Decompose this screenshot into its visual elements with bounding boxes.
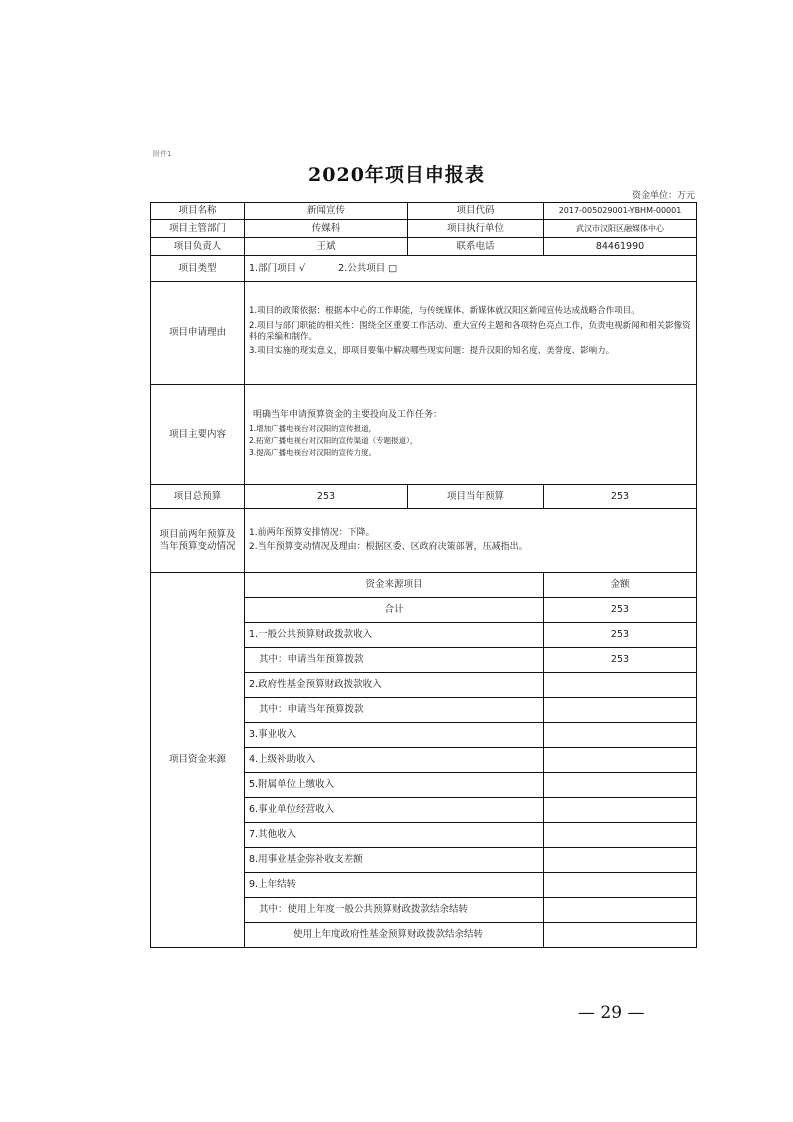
year-budget-value: 253 (544, 485, 697, 509)
funding-header-row (151, 573, 697, 598)
funding-item: 合计 (245, 598, 544, 623)
content-intro: 明确当年申请预算资金的主要投向及工作任务： (253, 409, 443, 420)
row-budget-change (151, 509, 697, 573)
total-budget-label: 项目总预算 (151, 485, 245, 509)
funding-amount: 253 (544, 648, 697, 673)
phone-label: 联系电话 (408, 238, 544, 256)
phone-value: 84461990 (544, 238, 697, 256)
funding-item: 2.政府性基金预算财政拨款收入 (245, 673, 544, 698)
funding-amount (544, 898, 697, 923)
funding-amount (544, 823, 697, 848)
funding-item: 其中：申请当年预算拨款 (245, 698, 544, 723)
name-value: 新闻宣传 (245, 203, 408, 220)
change-text (245, 509, 697, 573)
funding-head-item: 资金来源项目 (245, 573, 544, 598)
funding-amount (544, 673, 697, 698)
category-options (245, 256, 697, 282)
content-line-3: 3.提高广播电视台对汉阳的宣传力度。 (249, 447, 377, 457)
funding-item: 其中：使用上年度一般公共预算财政拨款结余结转 (245, 898, 544, 923)
funding-item: 其中：申请当年预算拨款 (245, 648, 544, 673)
name-label: 项目名称 (151, 203, 245, 220)
row-department (151, 220, 697, 238)
funding-head-amount: 金额 (544, 573, 697, 598)
project-application-table (150, 202, 697, 948)
funding-label: 项目资金来源 (151, 573, 245, 948)
row-budget-totals (151, 485, 697, 509)
funding-amount (544, 698, 697, 723)
person-label: 项目负责人 (151, 238, 245, 256)
dept-value: 传媒科 (245, 220, 408, 238)
content-text (245, 385, 697, 485)
funding-item: 8.用事业基金弥补收支差额 (245, 848, 544, 873)
year-budget-label: 项目当年预算 (408, 485, 544, 509)
row-responsible (151, 238, 697, 256)
funding-item: 3.事业收入 (245, 723, 544, 748)
funding-item: 1.一般公共预算财政拨款收入 (245, 623, 544, 648)
content-line-2: 2.拓宽广播电视台对汉阳的宣传渠道（专题报道）， (249, 435, 418, 445)
reason-text (245, 282, 697, 385)
reason-line-1: 1.项目的政策依据：根据本中心的工作职能，与传统媒体、新媒体就汉阳区新闻宣传达成战略合作项目。 (249, 306, 640, 317)
content-line-1: 1.增加广播电视台对汉阳的宣传报道， (249, 424, 377, 433)
reason-line-2: 2.项目与部门职能的相关性：围绕全区重要工作活动、重大宣传主题和各项特色亮点工作，负责电视新闻和相关影像资料的采编和制作。 (249, 320, 691, 342)
page-title: 2020年项目申报表 (308, 164, 485, 186)
funding-amount (544, 748, 697, 773)
code-value: 2017-005029001-YBHM-00001 (544, 203, 697, 220)
reason-line-3: 3.项目实施的现实意义，即项目要集中解决哪些现实问题：提升汉阳的知名度、美誉度、影响力。 (249, 346, 615, 357)
funding-amount (544, 798, 697, 823)
row-project-name (151, 203, 697, 220)
funding-item: 5.附属单位上缴收入 (245, 773, 544, 798)
page-number: — 29 — (578, 1003, 645, 1023)
category-option-department: 1.部门项目 √ (249, 262, 306, 274)
change-label: 项目前两年预算及当年预算变动情况 (151, 509, 245, 573)
change-line-2: 2.当年预算变动情况及理由：根据区委、区政府决策部署，压减指出。 (249, 542, 528, 552)
category-option-public: 2.公共项目 □ (338, 262, 398, 274)
change-line-1: 1.前两年预算安排情况：下降。 (249, 527, 375, 538)
category-label: 项目类型 (151, 256, 245, 282)
funding-amount (544, 873, 697, 898)
funding-amount (544, 923, 697, 948)
row-category (151, 256, 697, 282)
row-reason (151, 282, 697, 385)
content-label: 项目主要内容 (151, 385, 245, 485)
funding-item: 7.其他收入 (245, 823, 544, 848)
exec-value: 武汉市汉阳区融媒体中心 (544, 220, 697, 238)
code-label: 项目代码 (408, 203, 544, 220)
dept-label: 项目主管部门 (151, 220, 245, 238)
total-budget-value: 253 (245, 485, 408, 509)
funding-item: 9.上年结转 (245, 873, 544, 898)
exec-label: 项目执行单位 (408, 220, 544, 238)
funding-item: 使用上年度政府性基金预算财政拨款结余结转 (245, 923, 544, 948)
funding-amount (544, 773, 697, 798)
attachment-label: 附件1 (153, 150, 172, 158)
reason-label: 项目申请理由 (151, 282, 245, 385)
person-value: 王斌 (245, 238, 408, 256)
funding-amount (544, 848, 697, 873)
funding-item: 6.事业单位经营收入 (245, 798, 544, 823)
unit-label: 资金单位：万元 (631, 191, 695, 201)
funding-amount: 253 (544, 623, 697, 648)
row-content (151, 385, 697, 485)
funding-item: 4.上级补助收入 (245, 748, 544, 773)
funding-amount: 253 (544, 598, 697, 623)
funding-amount (544, 723, 697, 748)
